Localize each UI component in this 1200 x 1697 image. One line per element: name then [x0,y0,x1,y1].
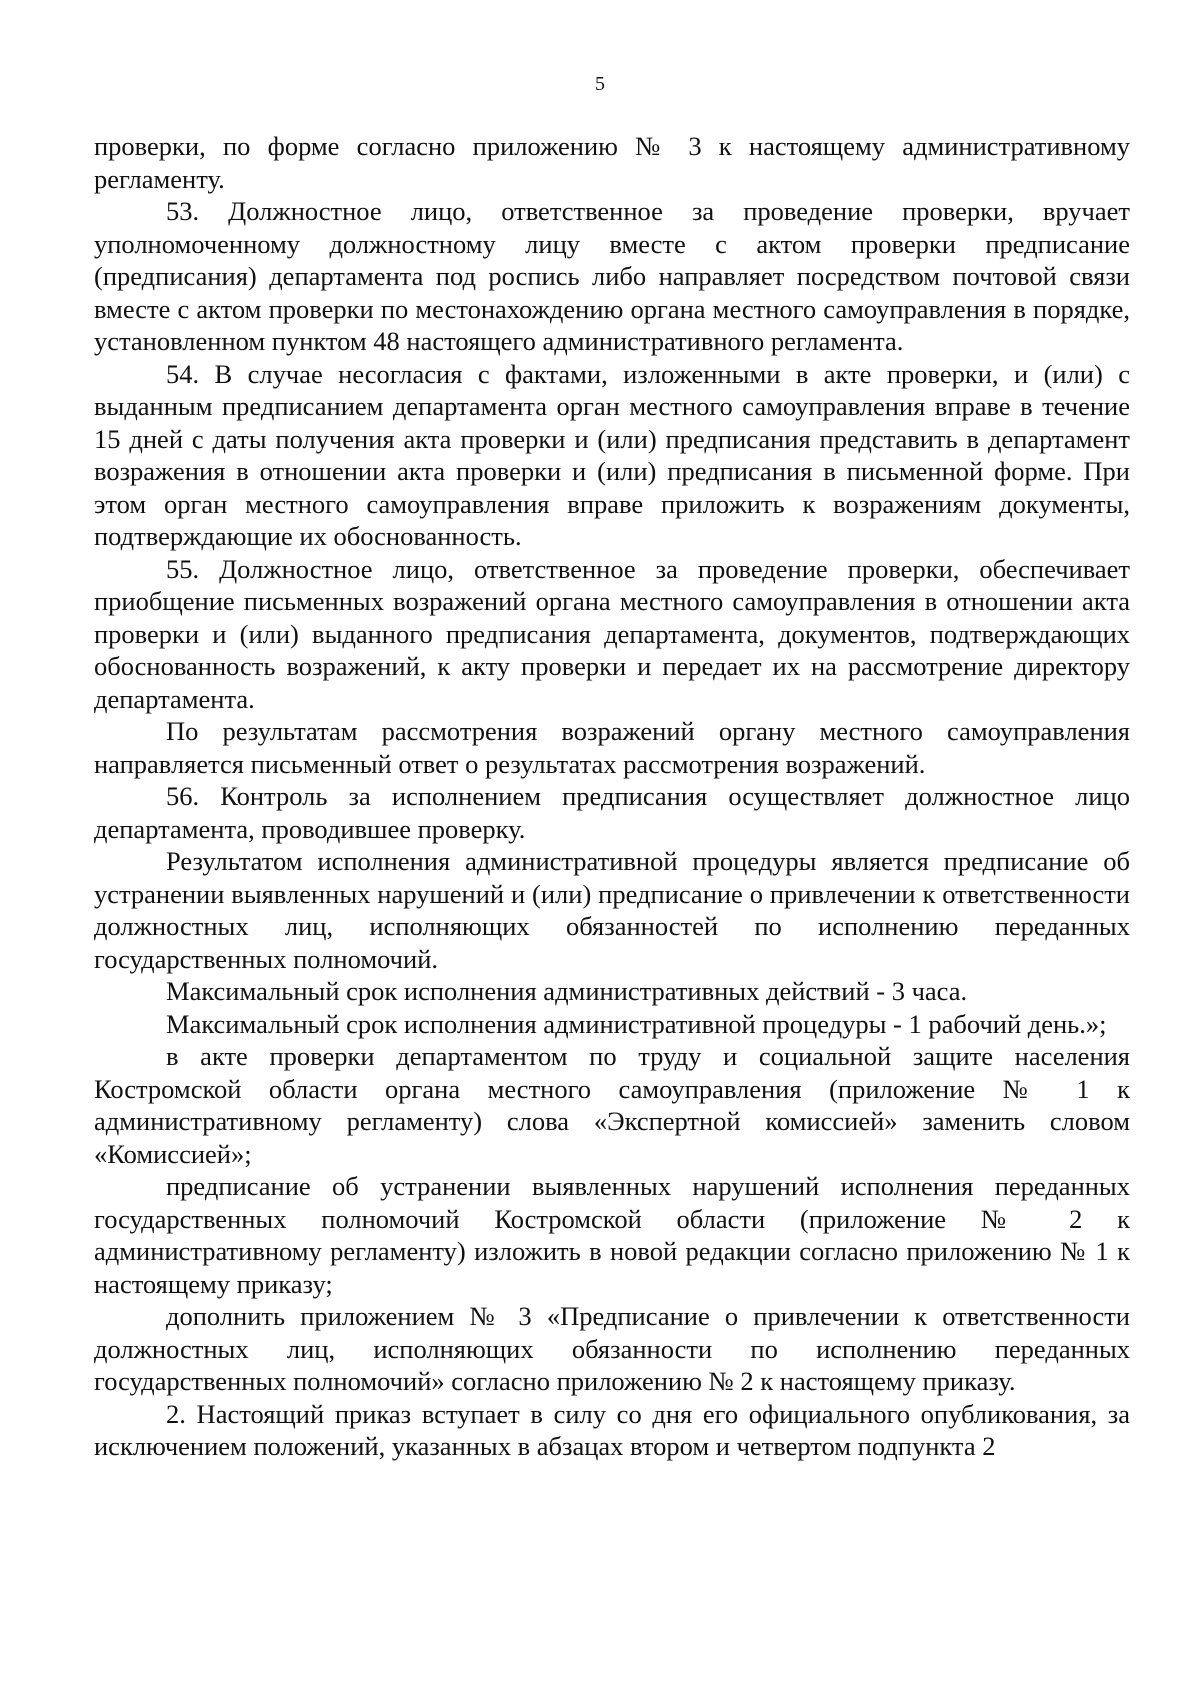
paragraph-54: 54. В случае несогласия с фактами, изложенными в акте проверки, и (или) с выданным предписанием департамента орган местного самоуправления вправе в течение 15 дней с даты получения акта проверки и (или) предписания представить в департамент возражения в отношении акта проверки и (или) предписания в письменной форме. При этом орган местного самоуправления вправе приложить к возражениям документы, подтверждающие их обоснованность. [94,358,1130,551]
document-body [94,130,1130,1463]
paragraph-procedure-result: Результатом исполнения административной процедуры является предписание об устранении выявленных нарушений и (или) предписание о привлечении к ответственности должностных лиц, исполняющих обязанностей по исполнению переданных государственных полномочий. [94,846,1130,974]
paragraph-2-effective-date: 2. Настоящий приказ вступает в силу со дня его официального опубликования, за исключением положений, указанных в абзацах втором и четвертом подпункта 2 [94,1398,1130,1461]
paragraph-55: 55. Должностное лицо, ответственное за проведение проверки, обеспечивает приобщение письменных возражений органа местного самоуправления в отношении акта проверки и (или) выданного предписания департамента, документов, подтверждающих обоснованность возражений, к акту проверки и передает их на рассмотрение директору департамента. [94,553,1130,714]
paragraph-max-actions-time: Максимальный срок исполнения административных действий - 3 часа. [166,976,968,1006]
page-number: 5 [595,73,605,95]
paragraph-appendix-3-addition: дополнить приложением № 3 «Предписание о привлечении к ответственности должностных лиц, исполняющих обязанности по исполнению переданных государственных полномочий» согласно приложению № 2 к настоящему приказу. [94,1301,1130,1396]
paragraph-prescription-amendment: предписание об устранении выявленных нарушений исполнения переданных государственных полномочий Костромской области (приложение № 2 к административному регламенту) изложить в новой редакции согласно приложению № 1 к настоящему приказу; [94,1171,1130,1299]
paragraph-53: 53. Должностное лицо, ответственное за проведение проверки, вручает уполномоченному должностному лицу вместе с актом проверки предписание (предписания) департамента под роспись либо направляет посредством почтовой связи вместе с актом проверки по местонахождению органа местного самоуправления в порядке, установленном пунктом 48 настоящего административного регламента. [94,196,1130,356]
paragraph-inspection-act-amendment: в акте проверки департаментом по труду и социальной защите населения Костромской области органа местного самоуправления (приложение № 1 к административному регламенту) слова «Экспертной комиссией» заменить словом «Комиссией»; [94,1041,1130,1169]
paragraph-objections-result: По результатам рассмотрения возражений органу местного самоуправления направляется письменный ответ о результатах рассмотрения возражений. [94,716,1130,779]
paragraph-max-procedure-time: Максимальный срок исполнения административной процедуры - 1 рабочий день.»; [166,1008,1107,1039]
paragraph-56: 56. Контроль за исполнением предписания осуществляет должностное лицо департамента, проводившее проверку. [94,781,1130,844]
paragraph-continuation: проверки, по форме согласно приложению № 3 к настоящему административному регламенту. [94,131,1130,194]
